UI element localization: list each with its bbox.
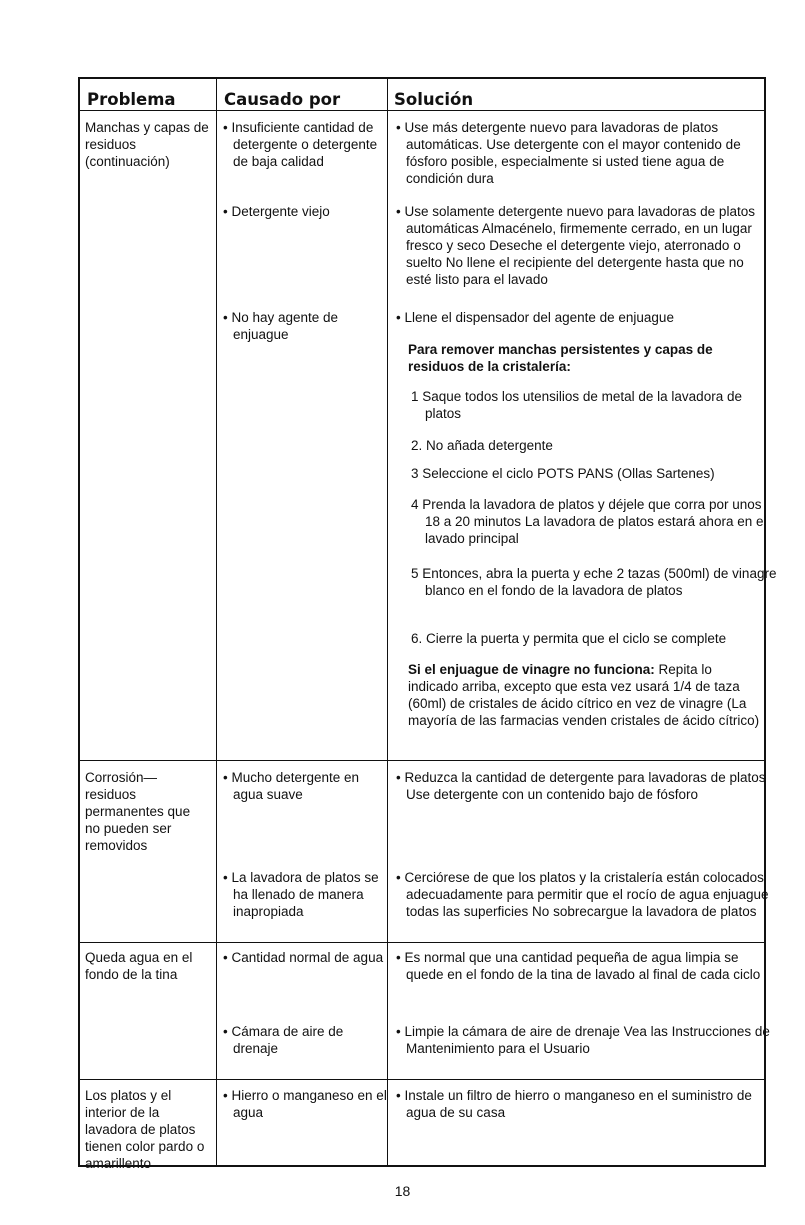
column-divider xyxy=(387,79,388,1165)
problem-cell: Corrosión— residuos permanentes que no pueden ser removidos xyxy=(85,770,191,853)
header-solution: Solución xyxy=(394,90,474,109)
cause-cell: • No hay agente de enjuague xyxy=(223,310,339,342)
solution-cell: • Reduzca la cantidad de detergente para lavadoras de platos Use detergente con un contenido bajo de fósforo xyxy=(396,770,766,802)
cause-cell: • Detergente viejo xyxy=(223,204,330,219)
row-divider xyxy=(80,1079,764,1080)
column-divider xyxy=(216,79,217,1165)
solution-cell: • Instale un filtro de hierro o manganeso en el suministro de agua de su casa xyxy=(396,1088,752,1120)
cause-cell: • Mucho detergente en agua suave xyxy=(223,770,360,802)
cause-cell: • Cámara de aire de drenaje xyxy=(223,1024,344,1056)
removal-step: 5 Entonces, abra la puerta y eche 2 tazas (500ml) de vinagre blanco en el fondo de la lavadora de platos xyxy=(411,566,777,598)
removal-step: 6. Cierre la puerta y permita que el ciclo se complete xyxy=(411,631,727,646)
solution-cell: • Limpie la cámara de aire de drenaje Vea las Instrucciones de Mantenimiento para el Usuario xyxy=(396,1024,770,1056)
solution-cell: • Llene el dispensador del agente de enjuague xyxy=(396,310,674,325)
removal-note-text: Repita lo indicado arriba, excepto que esta vez usará 1/4 de taza (60ml) de cristales de ácido cítrico en vez de vinagre (La mayoría de las farmacias venden cristales de ácido cítrico) xyxy=(408,662,760,728)
removal-step: 2. No añada detergente xyxy=(411,438,553,453)
problem-cell: Queda agua en el fondo de la tina xyxy=(85,950,193,982)
solution-cell: • Use más detergente nuevo para lavadoras de platos automáticas. Use detergente con el mayor contenido de fósforo posible, especialmente si usted tiene agua de condición dura xyxy=(396,120,741,186)
solution-cell: • Use solamente detergente nuevo para lavadoras de platos automáticas Almacénelo, firmemente cerrado, en un lugar fresco y seco Deseche el detergente viejo, aterronado o suelto No llene el recipiente del detergente hasta que no esté listo para el lavado xyxy=(396,204,755,287)
row-divider xyxy=(80,942,764,943)
cause-cell: • Cantidad normal de agua xyxy=(223,950,384,965)
row-divider xyxy=(80,760,764,761)
header-problem: Problema xyxy=(87,90,176,109)
troubleshooting-table xyxy=(78,77,777,1171)
problem-cell: Los platos y el interior de la lavadora de platos tienen color pardo o amarillento xyxy=(85,1088,205,1171)
cause-cell: • Hierro o manganeso en el agua xyxy=(223,1088,387,1120)
removal-note xyxy=(408,661,760,729)
cause-cell: • La lavadora de platos se ha llenado de manera inapropiada xyxy=(223,870,379,919)
removal-step: 1 Saque todos los utensilios de metal de la lavadora de platos xyxy=(411,389,742,421)
solution-cell: • Cerciórese de que los platos y la cristalería están colocados adecuadamente para permitir que el rocío de agua enjuague todas las superficies No sobrecargue la lavadora de platos xyxy=(396,870,769,919)
problem-cell: Manchas y capas de residuos (continuación) xyxy=(85,120,209,169)
solution-cell: • Es normal que una cantidad pequeña de agua limpia se quede en el fondo de la tina de lavado al final de cada ciclo xyxy=(396,950,761,982)
header-cause: Causado por xyxy=(224,90,341,109)
page-number: 18 xyxy=(394,1183,411,1199)
removal-note-label: Si el enjuague de vinagre no funciona: xyxy=(408,662,655,677)
removal-heading: Para remover manchas persistentes y capas de residuos de la cristalería: xyxy=(408,342,713,374)
removal-step: 4 Prenda la lavadora de platos y déjele que corra por unos 18 a 20 minutos La lavadora de platos estará ahora en el lavado principal xyxy=(411,497,767,546)
header-divider xyxy=(80,110,764,111)
removal-step: 3 Seleccione el ciclo POTS PANS (Ollas Sartenes) xyxy=(411,466,715,481)
cause-cell: • Insuficiente cantidad de detergente o detergente de baja calidad xyxy=(223,120,378,169)
